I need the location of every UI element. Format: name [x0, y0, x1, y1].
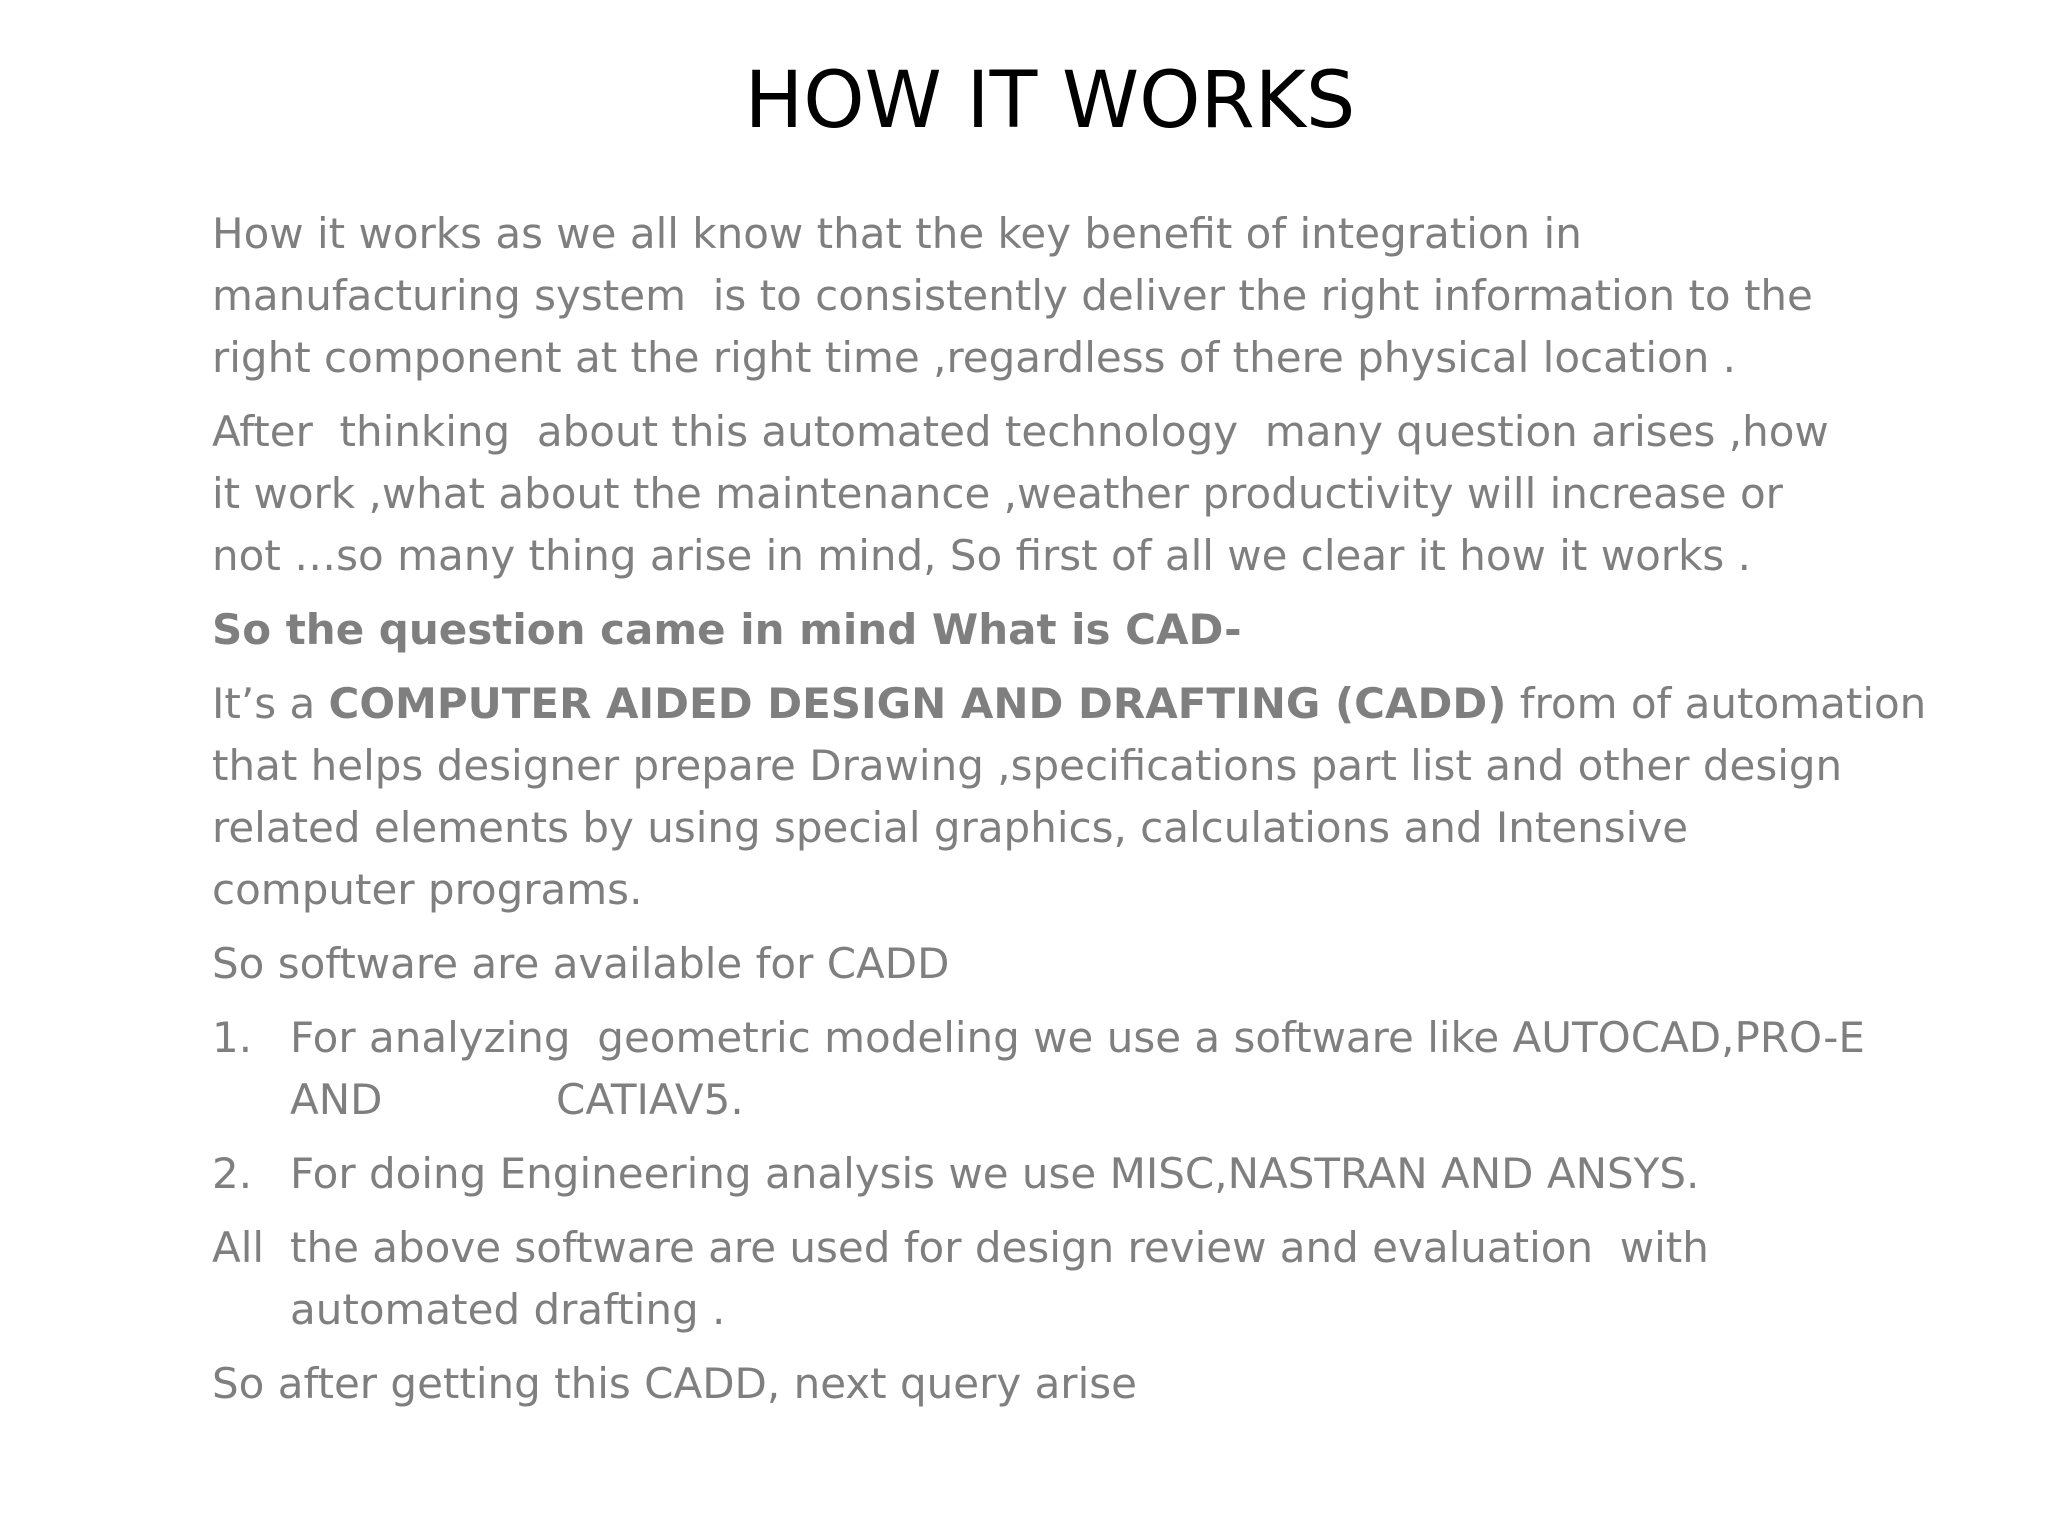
questions-line: After thinking about this automated technology many question arises ,how	[212, 407, 1829, 456]
list-item-text	[290, 1143, 1892, 1205]
list-number: 2.	[212, 1149, 253, 1198]
cadd-definition-line: computer programs.	[212, 865, 643, 914]
questions-paragraph	[212, 401, 1892, 587]
question-heading-text: So the question came in mind What is CAD-	[212, 605, 1242, 654]
software-intro	[212, 933, 1892, 995]
software-intro-text: So software are available for CADD	[212, 939, 950, 988]
intro-paragraph	[212, 203, 1892, 389]
all-note-line: the above software are used for design review and evaluation with	[290, 1223, 1709, 1272]
list-item-line: AND CATIAV5.	[290, 1075, 744, 1124]
closing-line	[212, 1353, 1892, 1415]
closing-text: So after getting this CADD, next query arise	[212, 1359, 1137, 1408]
slide-body	[212, 203, 1927, 1415]
all-note	[212, 1217, 1892, 1341]
list-item	[212, 1007, 1892, 1131]
intro-line: right component at the right time ,regardless of there physical location .	[212, 333, 1737, 382]
cadd-prefix: It’s a	[212, 679, 329, 728]
cadd-suffix: from of automation	[1506, 679, 1927, 728]
cadd-term: COMPUTER AIDED DESIGN AND DRAFTING (CADD)	[328, 679, 1507, 728]
questions-line: not …so many thing arise in mind, So first of all we clear it how it works .	[212, 531, 1751, 580]
intro-line: manufacturing system is to consistently deliver the right information to the	[212, 271, 1813, 320]
list-item-line: For analyzing geometric modeling we use a software like AUTOCAD,PRO-E	[290, 1013, 1865, 1062]
questions-line: it work ,what about the maintenance ,weather productivity will increase or	[212, 469, 1783, 518]
cadd-definition-paragraph	[212, 673, 1927, 921]
list-number: 1.	[212, 1013, 253, 1062]
list-item	[212, 1143, 1892, 1205]
all-note-line: automated drafting .	[290, 1285, 726, 1334]
intro-line: How it works as we all know that the key benefit of integration in	[212, 209, 1582, 258]
cadd-definition-first-line	[212, 673, 1927, 735]
cadd-definition-line: related elements by using special graphics, calculations and Intensive	[212, 803, 1689, 852]
question-heading	[212, 599, 1892, 661]
cadd-definition-line: that helps designer prepare Drawing ,specifications part list and other design	[212, 741, 1843, 790]
slide-title: HOW IT WORKS	[744, 56, 1356, 146]
all-note-marker: All	[212, 1223, 265, 1272]
list-item-line: For doing Engineering analysis we use MISC,NASTRAN AND ANSYS.	[290, 1149, 1700, 1198]
all-note-text	[290, 1217, 1892, 1341]
list-item-text	[290, 1007, 1892, 1131]
